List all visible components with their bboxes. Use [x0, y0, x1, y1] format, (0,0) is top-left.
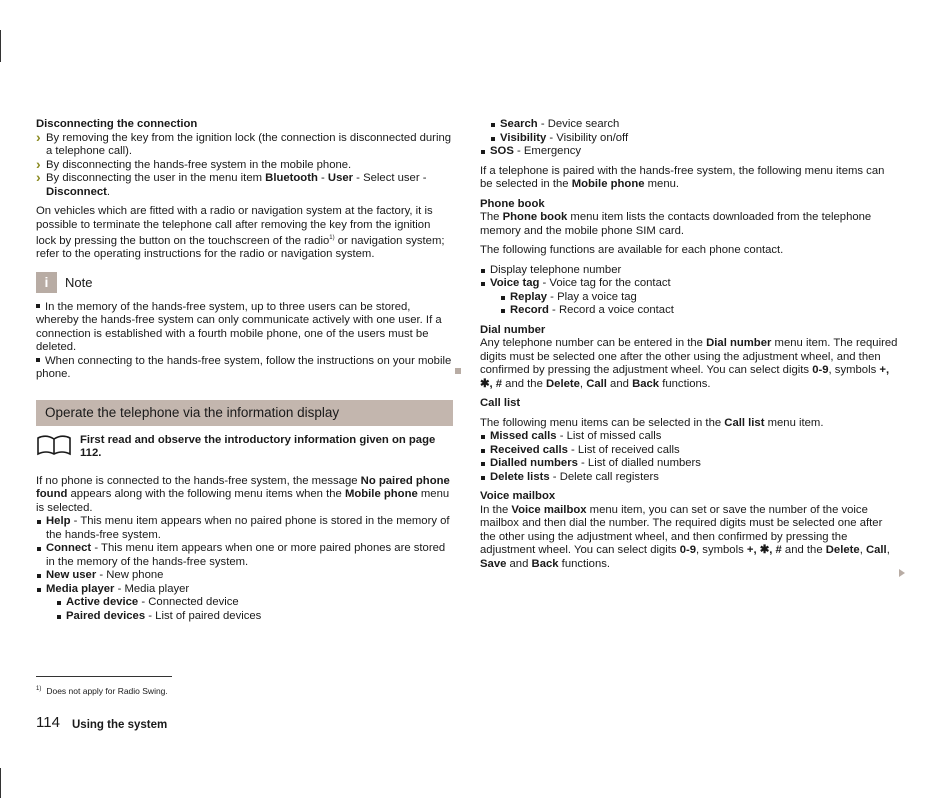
sos-list	[480, 145, 900, 159]
list-item: Visibility - Visibility on/off	[490, 132, 900, 146]
list-item: Dialled numbers - List of dialled numbers	[480, 457, 900, 471]
list-item: › By disconnecting the user in the menu item Bluetooth - User - Select user - Disconnect.	[36, 172, 453, 199]
info-icon: i	[36, 272, 57, 293]
list-item: Missed calls - List of missed calls	[480, 430, 900, 444]
bullet-icon	[36, 358, 40, 362]
note-header	[36, 272, 453, 293]
radio-paragraph: On vehicles which are fitted with a radio or navigation system at the factory, it is possible to terminate the telephone call after removing the key from the ignition lock by pressing the button on the touchscreen of the radio$^{1)}$ or navigation system; refer to the operating instructions for the radio or navigation system.	[36, 205, 445, 261]
crop-mark-bottom	[0, 768, 1, 798]
section-name: Using the system	[72, 719, 168, 731]
crop-mark-top	[0, 30, 1, 62]
voicemail-paragraph: In the Voice mailbox menu item, you can set or save the number of the voice mailbox and then dial the number. The required digits must be selected one after the other using the adjustment wheel, and then confirmed by pressing the adjustment wheel. You can select digits 0-9, symbols +, ✱, # and the Delete, Call, Save and Back functions.	[480, 503, 890, 570]
list-item: Record - Record a voice contact	[500, 304, 900, 318]
read-first-notice	[36, 434, 453, 461]
footnote-ref[interactable]: 1)	[329, 235, 335, 241]
note-body	[36, 301, 453, 382]
voice-sub-list	[490, 291, 900, 318]
list-item: Active device - Connected device	[56, 596, 453, 610]
voicemail-heading: Voice mailbox	[480, 490, 556, 502]
bullet-icon	[36, 304, 40, 308]
book-icon	[36, 434, 72, 456]
list-item: Received calls - List of received calls	[480, 444, 900, 458]
list-item: › By removing the key from the ignition lock (the connection is disconnected during a telephone call).	[36, 132, 453, 159]
functions-list	[480, 264, 900, 318]
read-first-text: First read and observe the introductory information given on page 112.	[80, 433, 436, 460]
disconnect-list	[36, 132, 453, 200]
list-item: Display telephone number	[480, 264, 900, 278]
dial-paragraph: Any telephone number can be entered in the Dial number menu item. The required digits must be selected one after the other using the adjustment wheel, and then confirmed by pressing the adjustment wheel. You can select digits 0-9, symbols +, ✱, # and the Delete, Call and Back functions.	[480, 337, 898, 390]
disconnect-heading: Disconnecting the connection	[36, 118, 198, 130]
note-item: In the memory of the hands-free system, up to three users can be stored, whereby the hands-free system can only communicate actively with one user. If a connection is established with a fourth mobile phone, one of the users must be deleted.	[36, 300, 442, 354]
page-number: 114	[36, 714, 60, 731]
dial-heading: Dial number	[480, 323, 546, 336]
list-item: › By disconnecting the hands-free system in the mobile phone.	[36, 159, 453, 173]
menu-items-list	[36, 515, 453, 623]
no-phone-paragraph: If no phone is connected to the hands-free system, the message No paired phone found appears along with the following menu items when the Mobile phone menu is selected.	[36, 474, 450, 514]
list-item: SOS - Emergency	[480, 145, 900, 159]
list-item: Connect - This menu item appears when one or more paired phones are stored in the memory of the hands-free system.	[36, 542, 453, 569]
list-item: Search - Device search	[490, 118, 900, 132]
list-item: Paired devices - List of paired devices	[56, 610, 453, 624]
note-item: When connecting to the hands-free system, follow the instructions on your mobile phone.	[36, 354, 452, 381]
note-title: Note	[65, 274, 93, 290]
footnote-divider	[36, 676, 172, 677]
section-title: Operate the telephone via the information display	[36, 400, 453, 426]
right-column	[480, 118, 900, 571]
section-end-mark	[455, 368, 461, 374]
media-sub-list	[46, 596, 453, 623]
calllist-paragraph: The following menu items can be selected in the Call list menu item.	[480, 416, 824, 429]
functions-paragraph: The following functions are available for each phone contact.	[480, 244, 784, 256]
phonebook-heading: Phone book	[480, 197, 545, 210]
calllist-heading: Call list	[480, 397, 521, 409]
paired-paragraph: If a telephone is paired with the hands-free system, the following menu items can be selected in the Mobile phone menu.	[480, 164, 885, 190]
calllist-list	[480, 430, 900, 484]
top-sub-list	[480, 118, 900, 145]
list-item: Delete lists - Delete call registers	[480, 471, 900, 485]
list-item: New user - New phone	[36, 569, 453, 583]
list-item: Media player - Media player Active device - Connected device Paired devices - List of paired devices	[36, 583, 453, 624]
footnote: $^{1)}$ Does not apply for Radio Swing.	[36, 685, 168, 696]
list-item: Help - This menu item appears when no paired phone is stored in the memory of the hands-free system.	[36, 515, 453, 542]
left-column	[36, 118, 453, 623]
list-item: Replay - Play a voice tag	[500, 291, 900, 305]
phonebook-paragraph: The Phone book menu item lists the contacts downloaded from the telephone memory and the mobile phone SIM card.	[480, 211, 872, 237]
continue-arrow-icon	[899, 569, 905, 577]
list-item: Voice tag - Voice tag for the contact Replay - Play a voice tag Record - Record a voice contact	[480, 277, 900, 318]
